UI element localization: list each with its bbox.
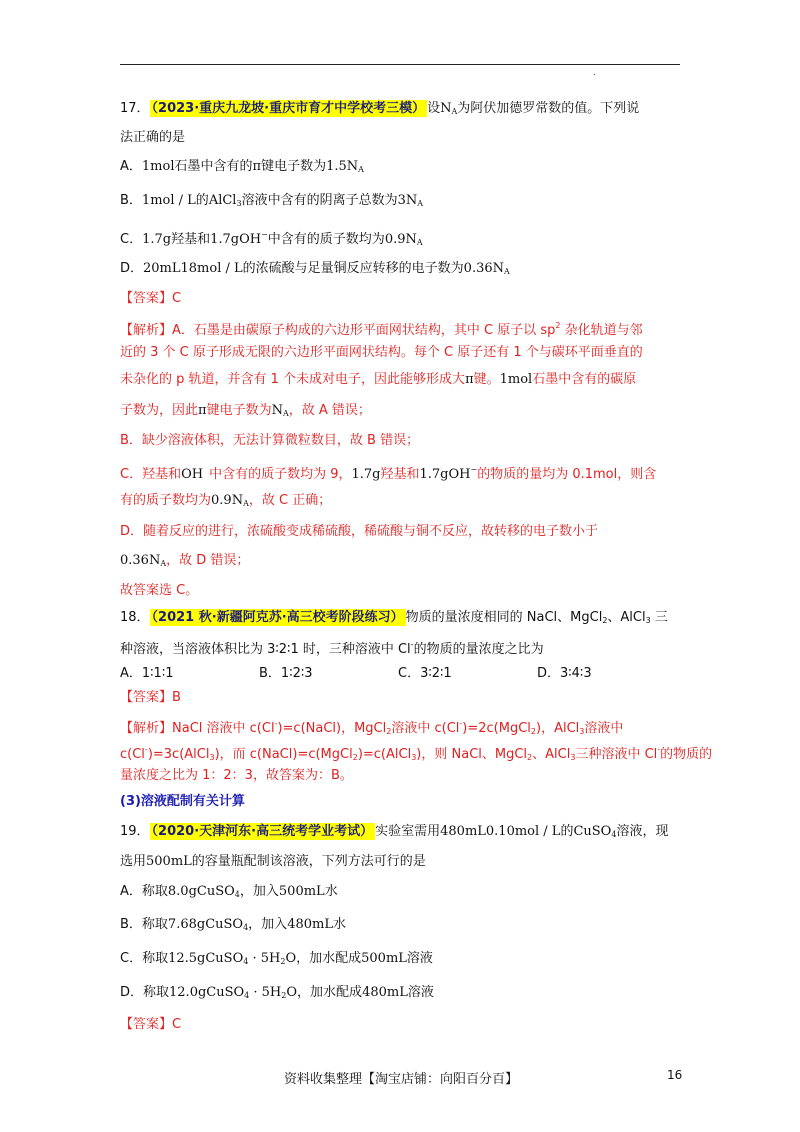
- q17-number: 17．: [120, 101, 150, 116]
- q18-answer: 【答案】B: [120, 690, 181, 705]
- q19-option-a[interactable]: A．称取8.0gCuSO$_4$，加入500mL水: [120, 884, 338, 899]
- q17-explanation-4: 子数为，因此π键电子数为$N_A$，故 A 错误；: [120, 403, 371, 418]
- footer-text: 资料收集整理【淘宝店铺：向阳百分百】: [284, 1072, 519, 1087]
- q17-explanation-9: $0.36N_A$，故 D 错误；: [120, 553, 250, 568]
- q19-answer: 【答案】C: [120, 1017, 182, 1032]
- q17-stem-line2: 法正确的是: [120, 130, 186, 145]
- q19-stem-line1: 19． （2020·天津河东·高三统考学业考试） 实验室需用480mL0.10mol / L的CuSO$_4$溶液，现: [120, 824, 669, 839]
- header-rule: [120, 64, 680, 65]
- q18-stem-line2: 种溶液，当溶液体积比为 3∶2∶1 时，三种溶液中 Cl-的物质的量浓度之比为: [120, 640, 544, 657]
- q17-stem-b: 为阿伏加德罗常数的值。下列说: [457, 101, 640, 116]
- q18-stem-line1: 18． （2021 秋·新疆阿克苏·高三校考阶段练习） 物质的量浓度相同的 NaCl、MgCl$_2$、AlCl$_3$ 三: [120, 610, 668, 625]
- q18-explanation-3: 量浓度之比为 1：2：3，故答案为：B。: [120, 768, 353, 783]
- q18-option-c[interactable]: C．3∶2∶1: [398, 666, 452, 681]
- q18-option-b[interactable]: B．1∶2∶3: [259, 666, 313, 681]
- q18-explanation-2: c(Cl-)=3c(AlCl$_3$)，而 c(NaCl)=c(MgCl$_2$)=c(AlCl$_3$)，则 NaCl、MgCl$_2$、AlCl$_3$三种溶液中 Cl-的物质的: [120, 745, 713, 762]
- q17-explanation-5: B．缺少溶液体积，无法计算微粒数目，故 B 错误；: [120, 433, 420, 448]
- q19-source: （2020·天津河东·高三统考学业考试）: [151, 824, 374, 839]
- q17-stem-line1: [120, 100, 639, 121]
- q17-option-a[interactable]: A．1mol石墨中含有的π键电子数为$1.5N_A$: [120, 159, 364, 174]
- q17-explanation-10: 故答案选 C。: [120, 583, 199, 598]
- q17-na: $N_A$: [440, 101, 458, 116]
- q17-explanation-1: 【解析】A．石墨是由碳原子构成的六边形平面网状结构，其中 C 原子以 $sp^2$ 杂化轨道与邻: [120, 321, 643, 338]
- q18-option-d[interactable]: D．3∶4∶3: [537, 666, 592, 681]
- q19-option-b[interactable]: B．称取7.68gCuSO$_4$，加入480mL水: [120, 917, 346, 932]
- q18-source: （2021 秋·新疆阿克苏·高三校考阶段练习）: [151, 610, 404, 625]
- q17-explanation-6: C．羟基和OH 中含有的质子数均为 9，1.7g羟基和1.7gOH−的物质的量均为 0.1mol，则含: [120, 465, 657, 482]
- q18-option-a[interactable]: A．1∶1∶1: [120, 666, 174, 681]
- q17-explanation-8: D．随着反应的进行，浓硫酸变成稀硫酸，稀硫酸与铜不反应，故转移的电子数小于: [120, 524, 599, 539]
- q18-explanation-1: 【解析】NaCl 溶液中 c(Cl-)=c(NaCl)，MgCl$_2$溶液中 c(Cl-)=2c(MgCl$_2$)，AlCl$_3$溶液中: [120, 719, 624, 736]
- q17-option-c[interactable]: C．1.7g羟基和1.7gOH−中含有的质子数均为$0.9N_A$: [120, 230, 423, 247]
- q17-explanation-2: 近的 3 个 C 原子形成无限的六边形平面网状结构。每个 C 原子还有 1 个与碳环平面垂直的: [120, 345, 643, 360]
- q17-stem-a: 设: [427, 101, 441, 116]
- q17-option-d[interactable]: D．20mL18mol / L的浓硫酸与足量铜反应转移的电子数为$0.36N_A$: [120, 261, 510, 276]
- section-heading: (3)溶液配制有关计算: [120, 794, 245, 809]
- q17-source: （2023·重庆九龙坡·重庆市育才中学校考三模）: [151, 101, 426, 116]
- q19-stem-line2: 选用500mL的容量瓶配制该溶液，下列方法可行的是: [120, 854, 426, 869]
- q17-explanation-3: 未杂化的 p 轨道，并含有 1 个未成对电子，因此能够形成大π键。1mol石墨中含有的碳原: [120, 372, 637, 387]
- page-number: 16: [667, 1068, 683, 1082]
- q19-option-d[interactable]: D．称取12.0gCuSO$_4$ · $5H_2O$，加水配成480mL溶液: [120, 985, 434, 1000]
- q19-option-c[interactable]: C．称取12.5gCuSO$_4$ · $5H_2O$，加水配成500mL溶液: [120, 951, 433, 966]
- header-dot: .: [593, 68, 596, 78]
- q17-explanation-7: 有的质子数均为$0.9N_A$，故 C 正确；: [120, 493, 332, 508]
- q17-answer: 【答案】C: [120, 291, 182, 306]
- q17-option-b[interactable]: B．1mol / L的AlCl$_3$溶液中含有的阴离子总数为$3N_A$: [120, 193, 424, 208]
